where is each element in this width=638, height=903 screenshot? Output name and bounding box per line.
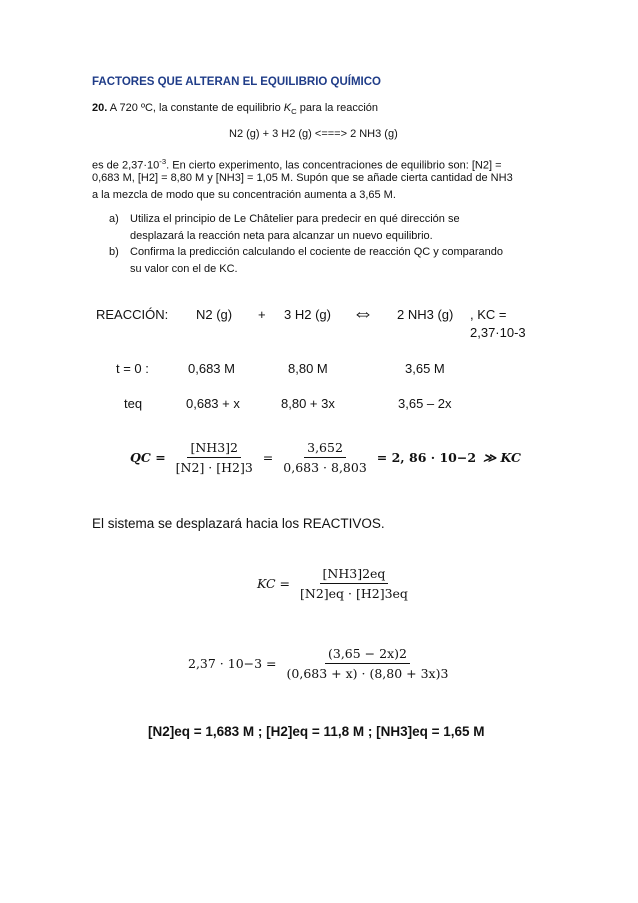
- qc-num-1: [NH3]2: [187, 440, 241, 458]
- reaccion-label: REACCIÓN:: [96, 307, 169, 322]
- item-a-text-2: desplazará la reacción neta para alcanzar un nuevo equilibrio.: [130, 230, 433, 242]
- qc-den-1: [N2] · [H2]3: [175, 460, 253, 475]
- kc-value: 2,37·10-3: [470, 325, 526, 340]
- plus-sign: +: [258, 307, 266, 322]
- teq-n2: 0,683 + x: [186, 396, 240, 411]
- qc-num-2: 3,652: [304, 440, 346, 458]
- kc-eq-num: (3,65 − 2x)2: [325, 646, 410, 664]
- item-a-text-1: Utiliza el principio de Le Châtelier para predecir en qué dirección se: [130, 213, 460, 225]
- kc-note: , KC =: [470, 307, 507, 322]
- problem-line-3: 0,683 M, [H2] = 8,80 M y [NH3] = 1,05 M. Supón que se añade cierta cantidad de NH3: [92, 172, 513, 184]
- kc-eq-lhs: 2,37 · 10−3 =: [188, 656, 277, 671]
- t0-h2: 8,80 M: [288, 361, 328, 376]
- final-result: [N2]eq = 1,683 M ; [H2]eq = 11,8 M ; [NH3]eq = 1,65 M: [148, 724, 485, 739]
- kc-numeric-equation: [188, 646, 451, 681]
- qc-fraction-1: [173, 440, 256, 475]
- conclusion: El sistema se desplazará hacia los REACTIVOS.: [92, 516, 385, 531]
- teq-h2: 8,80 + 3x: [281, 396, 335, 411]
- qc-eq: =: [262, 450, 274, 465]
- t0-n2: 0,683 M: [188, 361, 235, 376]
- kc-expr-den: [N2]eq · [H2]3eq: [300, 586, 408, 601]
- item-b-text-1: Confirma la predicción calculando el cociente de reacción QC y comparando: [130, 246, 503, 258]
- problem-number: 20.: [92, 102, 108, 114]
- kc-expression: [257, 566, 411, 601]
- qc-compare: ≫ KC: [483, 450, 521, 465]
- equilibrium-arrow-icon: ⇔: [352, 300, 374, 325]
- item-a-label: a): [109, 213, 119, 225]
- problem-line-2a: es de 2,37·10: [92, 159, 160, 172]
- problem-line-4: a la mezcla de modo que su concentración aumenta a 3,65 M.: [92, 189, 396, 201]
- species-nh3: 2 NH3 (g): [397, 307, 454, 322]
- qc-den-2: 0,683 · 8,803: [283, 460, 367, 475]
- kc-eq-fraction: [284, 646, 452, 681]
- item-b-text-2: su valor con el de KC.: [130, 263, 238, 275]
- t0-nh3: 3,65 M: [405, 361, 445, 376]
- qc-equation: [130, 440, 521, 475]
- qc-result: = 2, 86 · 10−2: [376, 450, 477, 465]
- species-n2: N2 (g): [196, 307, 233, 322]
- kc-expr-lhs: KC =: [257, 576, 291, 591]
- qc-lhs: QC =: [130, 450, 166, 465]
- kc-expr-fraction: [297, 566, 411, 601]
- problem-intro-2: para la reacción: [299, 102, 379, 114]
- problem-intro-1: A 720 ºC, la constante de equilibrio: [109, 102, 281, 114]
- reaction-equation: N2 (g) + 3 H2 (g) <===> 2 NH3 (g): [229, 128, 398, 140]
- problem-line-2b: . En cierto experimento, las concentraciones de equilibrio son: [N2] =: [166, 159, 502, 172]
- kc-subscript: C: [291, 107, 297, 117]
- item-b-label: b): [109, 246, 119, 258]
- t0-label: t = 0 :: [116, 361, 149, 376]
- qc-fraction-2: [280, 440, 370, 475]
- teq-nh3: 3,65 – 2x: [398, 396, 452, 411]
- exponent: -3: [159, 157, 167, 166]
- species-h2: 3 H2 (g): [284, 307, 331, 322]
- teq-label: teq: [124, 396, 143, 411]
- page-title: FACTORES QUE ALTERAN EL EQUILIBRIO QUÍMICO: [92, 76, 382, 88]
- kc-expr-num: [NH3]2eq: [320, 566, 389, 584]
- kc-symbol: K: [283, 102, 292, 114]
- kc-eq-den: (0,683 + x) · (8,80 + 3x)3: [286, 666, 449, 681]
- problem-line-1: [92, 100, 378, 120]
